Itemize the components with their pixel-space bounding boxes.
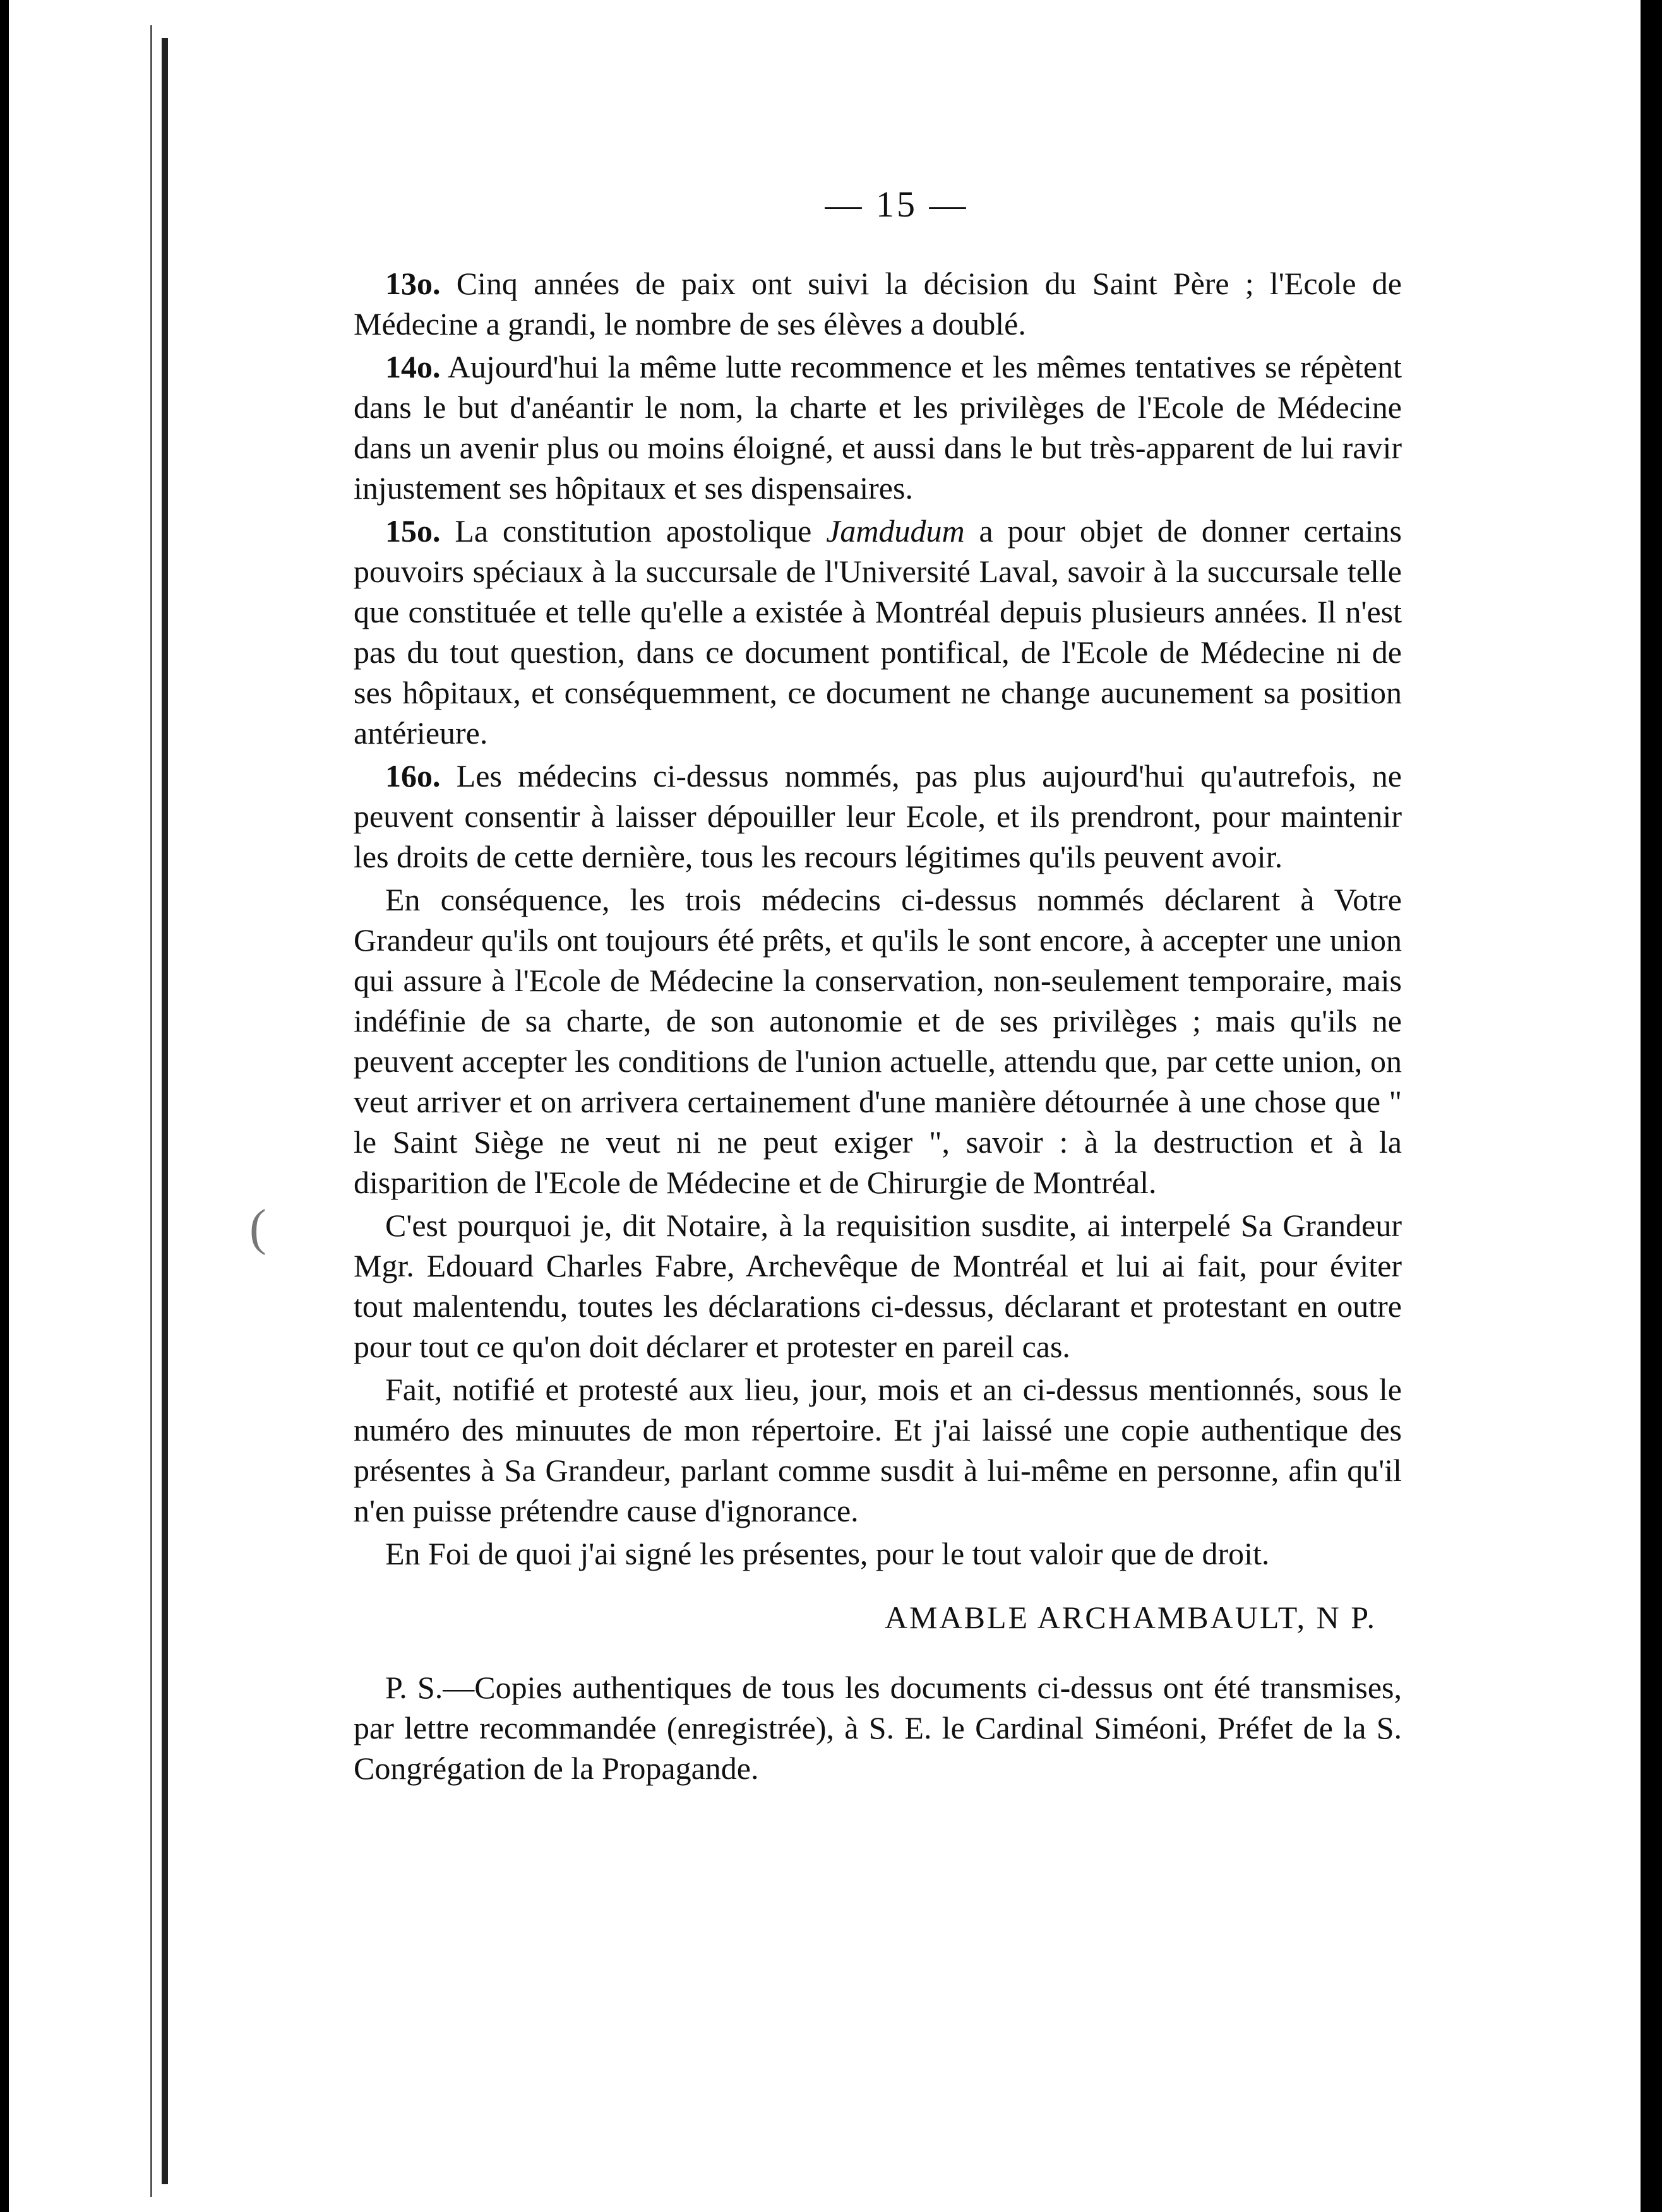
page-body [354,183,1402,1791]
item-number: 14o. [385,349,441,384]
postscript: P. S.—Copies authentiques de tous les documents ci-dessus ont été transmises, par lettre recommandée (enregistrée), à S. E. le Cardinal Siméoni, Préfet de la S. Congrégation de la Propagande. [354,1670,1402,1786]
paragraph-text: Aujourd'hui la même lutte recommence et les mêmes tentatives se répètent dans le but d'anéantir le nom, la charte et les privilèges de l'Ecole de Médecine dans un avenir plus ou moins éloigné, et aussi dans le but très-apparent de lui ravir injustement ses hôpitaux et ses dispensaires. [354,349,1402,506]
paragraph-text: La constitution apostolique [440,513,827,549]
book-spine-shadow [162,38,168,2184]
paragraph-attestation [354,1533,1402,1574]
scan-border-right [1641,0,1662,2212]
paragraph-15 [354,511,1402,753]
paragraph-text: a pour objet de donner certains pouvoirs spéciaux à la succursale de l'Université Laval, savoir à la succursale telle que constituée et telle qu'elle a existée à Montréal depuis plusieurs années. Il n'est pas du tout question, dans ce document pontifical, de l'Ecole de Médecine ni de ses hôpitaux, et conséquemment, ce document ne change aucunement sa position antérieure. [354,513,1402,751]
paragraph-text: En conséquence, les trois médecins ci-dessus nommés déclarent à Votre Grandeur qu'ils ont toujours été prêts, et qu'ils le sont encore, à accepter une union qui assure à l'Ecole de Médecine la conservation, non-seulement temporaire, mais indéfinie de sa charte, de son autonomie et de ses privilèges ; mais qu'ils ne peuvent accepter les conditions de l'union actuelle, attendu que, par cette union, on veut arriver et on arrivera certainement d'une manière détournée à une chose que " le Saint Siège ne veut ni ne peut exiger ", savoir : à la destruction et à la disparition de l'Ecole de Médecine et de Chirurgie de Montréal. [354,882,1402,1200]
notary-signature: AMABLE ARCHAMBAULT, N P. [884,1600,1377,1635]
paragraph-consequence [354,879,1402,1203]
document-title-italic: Jamdudum [826,513,965,549]
paragraph-text: Fait, notifié et protesté aux lieu, jour, mois et an ci-dessus mentionnés, sous le numéro des minuutes de mon répertoire. Et j'ai laissé une copie authentique des présentes à Sa Grandeur, parlant comme susdit à lui-même en personne, afin qu'il n'en puisse prétendre cause d'ignorance. [354,1372,1402,1528]
paragraph-text: En Foi de quoi j'ai signé les présentes, pour le tout valoir que de droit. [385,1536,1270,1571]
item-number: 15o. [385,513,441,549]
paragraph-text: Les médecins ci-dessus nommés, pas plus aujourd'hui qu'autrefois, ne peuvent consentir à laisser dépouiller leur Ecole, et ils prendront, pour maintenir les droits de cette dernière, tous les recours légitimes qu'ils peuvent avoir. [354,758,1402,874]
item-number: 13o. [385,266,441,301]
facing-page-edge [150,25,152,2197]
page-number: — 15 — [825,184,969,225]
paragraph-notification [354,1369,1402,1531]
scan-border-left [0,0,9,2212]
paragraph-text: Cinq années de paix ont suivi la décision du Saint Père ; l'Ecole de Médecine a grandi, le nombre de ses élèves a doublé. [354,266,1402,342]
paragraph-13 [354,263,1402,344]
paragraph-16 [354,756,1402,877]
paragraph-interpellation [354,1205,1402,1367]
item-number: 16o. [385,758,441,794]
paragraph-text: C'est pourquoi je, dit Notaire, à la requisition susdite, ai interpelé Sa Grandeur Mgr. Edouard Charles Fabre, Archevêque de Montréal et lui ai fait, pour éviter tout malentendu, toutes les déclarations ci-dessus, déclarant et protestant en outre pour tout ce qu'on doit déclarer et protester en pareil cas. [354,1208,1402,1364]
paragraph-14 [354,347,1402,508]
margin-pencil-mark: ( [249,1200,266,1256]
